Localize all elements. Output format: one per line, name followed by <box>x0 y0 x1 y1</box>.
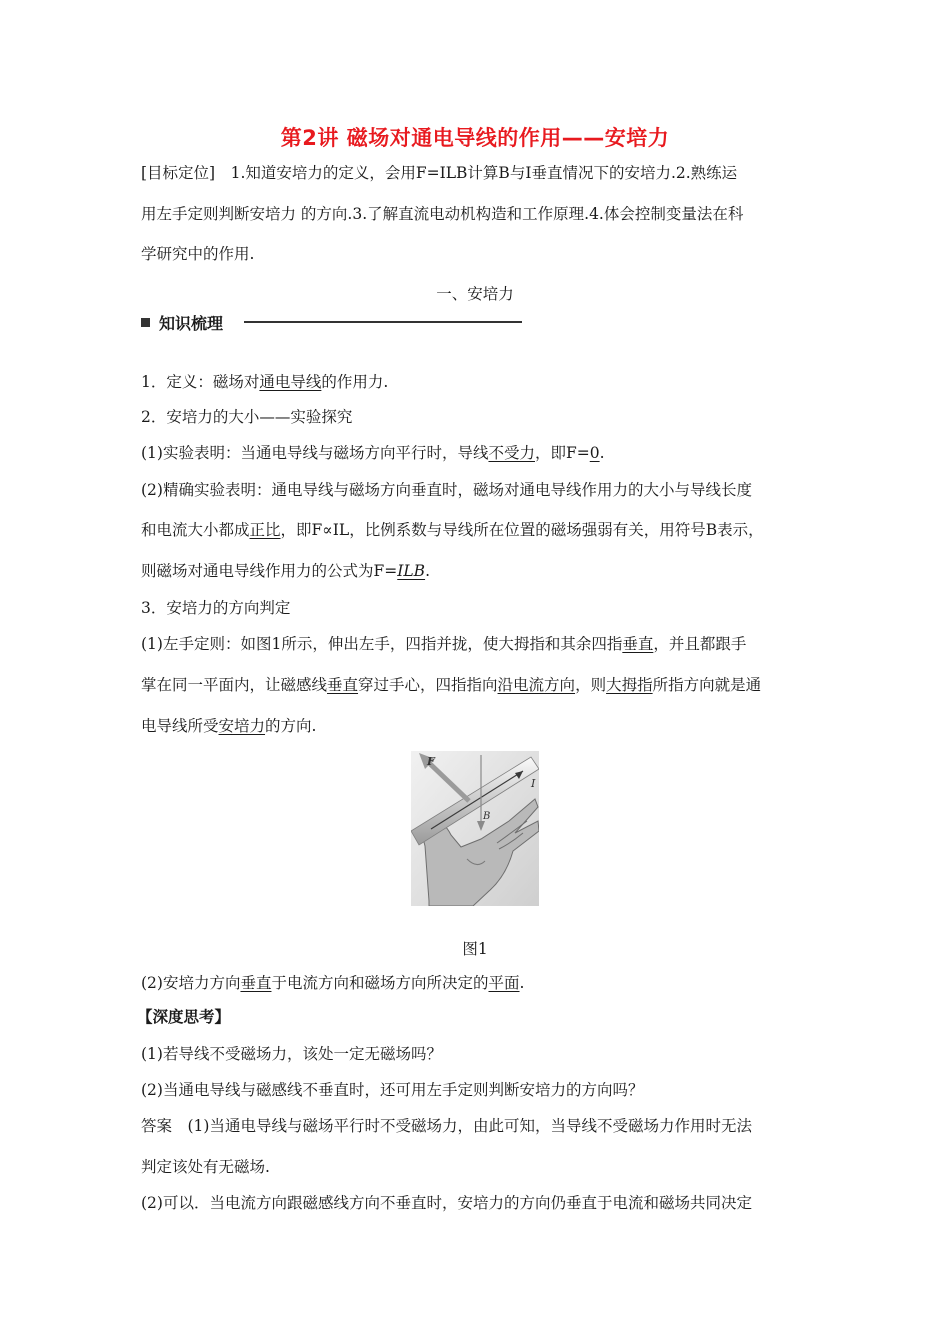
heading-rule <box>244 321 522 323</box>
left-hand-rule-figure <box>411 751 539 906</box>
left-hand-rule-line-2: 掌在同一平面内，让磁感线垂直穿过手心，四指指向沿电流方向，则大拇指所指方向就是通 <box>141 676 762 694</box>
left-hand-rule-line-3: 电导线所受安培力的方向. <box>141 717 317 735</box>
left-hand-rule-line-1: (1)左手定则：如图1所示，伸出左手，四指并拢，使大拇指和其余四指垂直，并且都跟手 <box>141 635 747 653</box>
objectives-line-3: 学研究中的作用. <box>141 245 255 263</box>
experiment-line: (1)实验表明：当通电导线与磁场方向平行时，导线不受力，即F=0. <box>141 444 605 462</box>
answer-line-1: 答案 (1)当通电导线与磁场平行时不受磁场力，由此可知，当导线不受磁场力作用时无法 <box>141 1117 752 1135</box>
magnitude-heading: 2．安培力的大小——实验探究 <box>141 408 353 426</box>
label-I: I <box>531 777 536 790</box>
direction-heading: 3．安培力的方向判定 <box>141 599 291 617</box>
question-2: (2)当通电导线与磁感线不垂直时，还可用左手定则判断安培力的方向吗？ <box>141 1081 644 1099</box>
lesson-title: 第2讲 磁场对通电导线的作用——安培力 <box>280 126 670 150</box>
label-F: F <box>427 755 435 768</box>
section-title: 一、安培力 <box>436 285 514 303</box>
label-B: B <box>483 811 491 822</box>
square-bullet-icon <box>141 318 150 327</box>
precise-experiment-line-1: (2)精确实验表明：通电导线与磁场方向垂直时，磁场对通电导线作用力的大小与导线长度 <box>141 481 752 499</box>
objectives-line-1: [目标定位] 1.知道安培力的定义，会用F=ILB计算B与I垂直情况下的安培力.2.熟练运 <box>141 164 738 182</box>
deep-thinking-tag: 【深度思考】 <box>137 1008 231 1026</box>
objectives-line-2: 用左手定则判断安培力 的方向.3.了解直流电动机构造和工作原理.4.体会控制变量法在科 <box>141 205 744 223</box>
formula-line: 则磁场对通电导线作用力的公式为F=ILB. <box>141 562 430 580</box>
answer-line-2: 判定该处有无磁场. <box>141 1158 270 1176</box>
answer-line-3: (2)可以．当电流方向跟磁感线方向不垂直时，安培力的方向仍垂直于电流和磁场共同决定 <box>141 1194 752 1212</box>
force-plane-line: (2)安培力方向垂直于电流方向和磁场方向所决定的平面. <box>141 974 525 992</box>
definition-line: 1．定义：磁场对通电导线的作用力. <box>141 373 389 391</box>
figure-caption: 图1 <box>462 940 488 958</box>
question-1: (1)若导线不受磁场力，该处一定无磁场吗？ <box>141 1045 442 1063</box>
precise-experiment-line-2: 和电流大小都成正比，即F∝IL，比例系数与导线所在位置的磁场强弱有关，用符号B表示， <box>141 521 764 539</box>
knowledge-heading-label: 知识梳理 <box>159 313 224 333</box>
knowledge-heading <box>141 311 223 333</box>
